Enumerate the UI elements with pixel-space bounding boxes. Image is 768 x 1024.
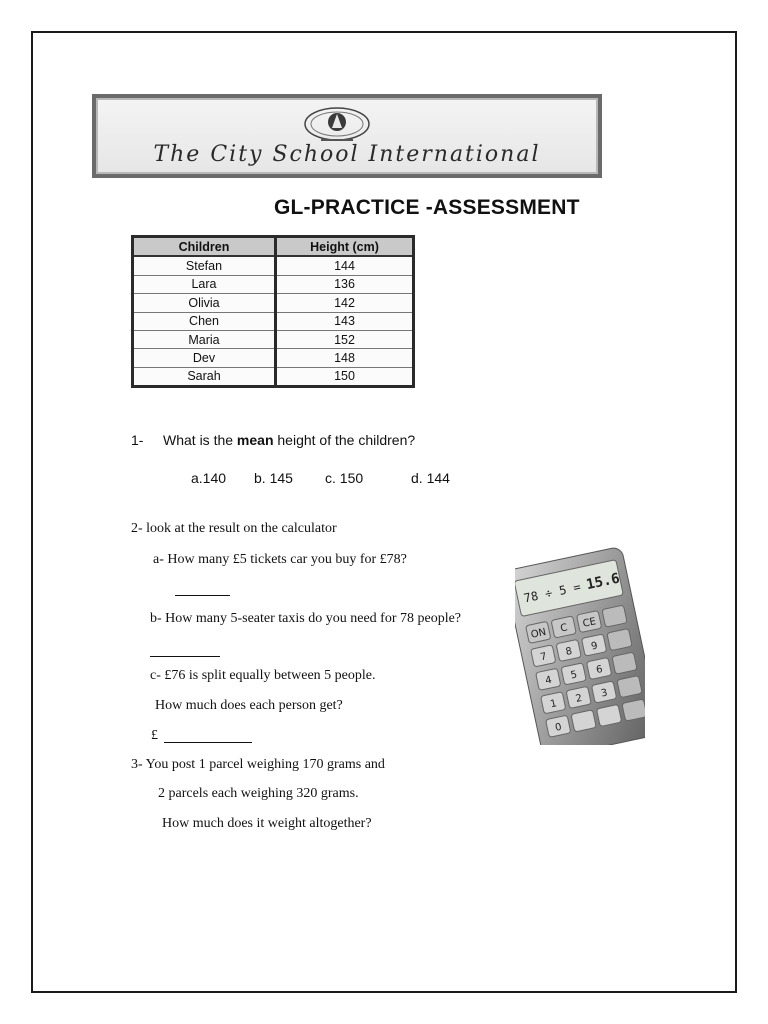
school-name: The City School International <box>153 142 541 167</box>
calculator-key-5: 5 <box>569 669 579 682</box>
answer-option-b: b. 145 <box>254 470 293 486</box>
child-name: Stefan <box>133 256 276 275</box>
calculator-key-c: C <box>559 622 569 635</box>
calculator-key-0: 0 <box>554 721 563 734</box>
table-row <box>133 275 414 293</box>
table-row <box>133 330 414 348</box>
question-text-start: What is the <box>163 432 237 448</box>
child-name: Chen <box>133 312 276 330</box>
answer-option-c: c. 150 <box>325 470 364 486</box>
child-name: Olivia <box>133 294 276 312</box>
child-height: 150 <box>276 367 414 386</box>
calculator-result: 15.6 <box>584 570 622 594</box>
child-name: Lara <box>133 275 276 293</box>
calculator-expression: 78 ÷ 5 = <box>522 579 582 606</box>
child-name: Maria <box>133 330 276 348</box>
answer-line-2a <box>175 595 230 596</box>
question-3-line-3: How much does it weight altogether? <box>162 816 372 831</box>
child-height: 144 <box>276 256 414 275</box>
child-height: 152 <box>276 330 414 348</box>
child-height: 142 <box>276 294 414 312</box>
question-number: 1- <box>131 432 144 448</box>
answer-line-2c <box>164 742 252 743</box>
answer-option-d: d. 144 <box>411 470 450 486</box>
question-text-end: height of the children? <box>273 432 416 448</box>
child-name: Sarah <box>133 367 276 386</box>
question-2b: b- How many 5-seater taxis do you need for 78 people? <box>150 611 462 626</box>
currency-symbol: £ <box>151 728 158 743</box>
question-2-heading: 2- look at the result on the calculator <box>131 521 337 536</box>
child-height: 136 <box>276 275 414 293</box>
page-title: GL-PRACTICE -ASSESSMENT <box>274 196 580 219</box>
column-header-height: Height (cm) <box>276 237 414 257</box>
table-row <box>133 256 414 275</box>
answer-line-2b <box>150 656 220 657</box>
table-row <box>133 367 414 386</box>
question-3-line-1: 3- You post 1 parcel weighing 170 grams and <box>131 757 385 772</box>
question-1 <box>131 432 415 448</box>
calculator-key-8: 8 <box>564 645 574 658</box>
heights-table <box>131 235 415 388</box>
question-2a: a- How many £5 tickets car you buy for £78? <box>153 552 407 567</box>
calculator-key-9: 9 <box>590 640 599 653</box>
school-crest-icon <box>301 106 373 146</box>
column-header-children: Children <box>133 237 276 257</box>
calculator-key-6: 6 <box>595 663 604 677</box>
calculator-key-4: 4 <box>544 674 553 687</box>
answer-option-a: a.140 <box>191 470 227 486</box>
calculator-key-3: 3 <box>600 687 609 700</box>
calculator-key-on: ON <box>529 626 548 641</box>
question-2c-line-2: How much does each person get? <box>155 698 343 713</box>
question-2c-line-1: c- £76 is split equally between 5 people. <box>150 668 376 683</box>
calculator-key-2: 2 <box>574 692 584 705</box>
table-row <box>133 312 414 330</box>
calculator-key-1: 1 <box>549 698 558 711</box>
question-keyword: mean <box>236 432 274 448</box>
table-row <box>133 294 414 312</box>
calculator-key-ce: CE <box>581 616 598 630</box>
school-banner <box>92 94 602 178</box>
question-3-line-2: 2 parcels each weighing 320 grams. <box>158 786 359 801</box>
table-row <box>133 349 414 367</box>
child-height: 143 <box>276 312 414 330</box>
child-name: Dev <box>133 349 276 367</box>
child-height: 148 <box>276 349 414 367</box>
calculator-image <box>515 547 645 745</box>
table-header-row <box>133 237 414 257</box>
calculator-key-7: 7 <box>539 651 548 664</box>
